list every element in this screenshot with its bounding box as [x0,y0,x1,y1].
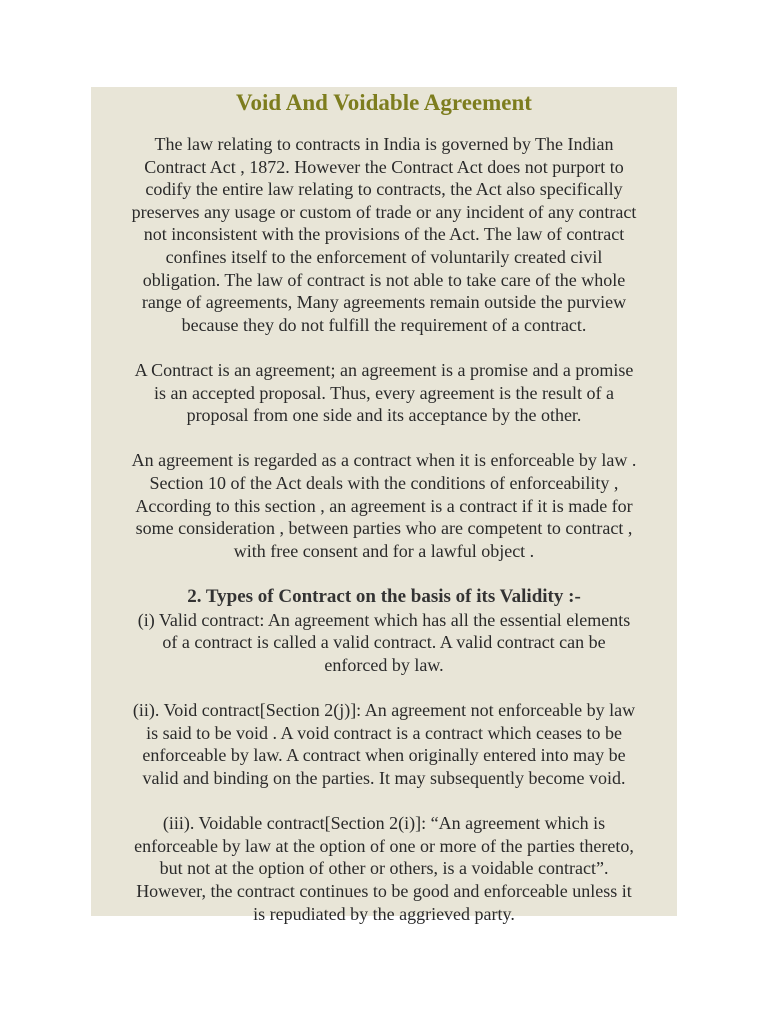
paragraph-spacer [94,427,674,450]
paragraph-spacer [94,562,674,585]
void-contract-paragraph: (ii). Void contract[Section 2(j)]: An agreement not enforceable by law is said to be void . A void contract is a contract which ceases to be enforceable by law. A contract when originally entered into may be valid and binding on the parties. It may subsequently become void. [132,700,636,789]
enforceability-paragraph: An agreement is regarded as a contract when it is enforceable by law . Section 10 of the Act deals with the conditions of enforceability , According to this section , an agreement is a contract if it is made for some consideration , between parties who are competent to contract , with free consent and for a lawful object . [131,450,637,561]
voidable-contract-paragraph: (iii). Voidable contract[Section 2(i)]: “An agreement which is enforceable by law at the option of one or more of the parties thereto, but not at the option of other or others, is a voidable contract”. However, the contract continues to be good and enforceable unless it is repudiated by the aggrieved party. [134,813,634,924]
document-title: Void And Voidable Agreement [236,90,532,115]
paragraph-spacer [94,790,674,813]
intro-paragraph: The law relating to contracts in India is governed by The Indian Contract Act , 1872. However the Contract Act does not purport to codify the entire law relating to contracts, the Act also specifically preserves any usage or custom of trade or any incident of any contract not inconsistent with the provisions of the Act. The law of contract confines itself to the enforcement of voluntarily created civil obligation. The law of contract is not able to take care of the whole range of agreements, Many agreements remain outside the purview because they do not fulfill the requirement of a contract. [131,134,637,335]
content-panel [91,87,677,924]
section-heading: 2. Types of Contract on the basis of its Validity :- [187,585,581,607]
contract-definition-paragraph: A Contract is an agreement; an agreement is a promise and a promise is an accepted proposal. Thus, every agreement is the result of a proposal from one side and its acceptance by the other. [134,359,634,426]
valid-contract-paragraph: (i) Valid contract: An agreement which has all the essential elements of a contract is called a valid contract. A valid contract can be enforced by law. [137,609,631,676]
paragraph-spacer [94,336,674,359]
paragraph-spacer [94,677,674,700]
